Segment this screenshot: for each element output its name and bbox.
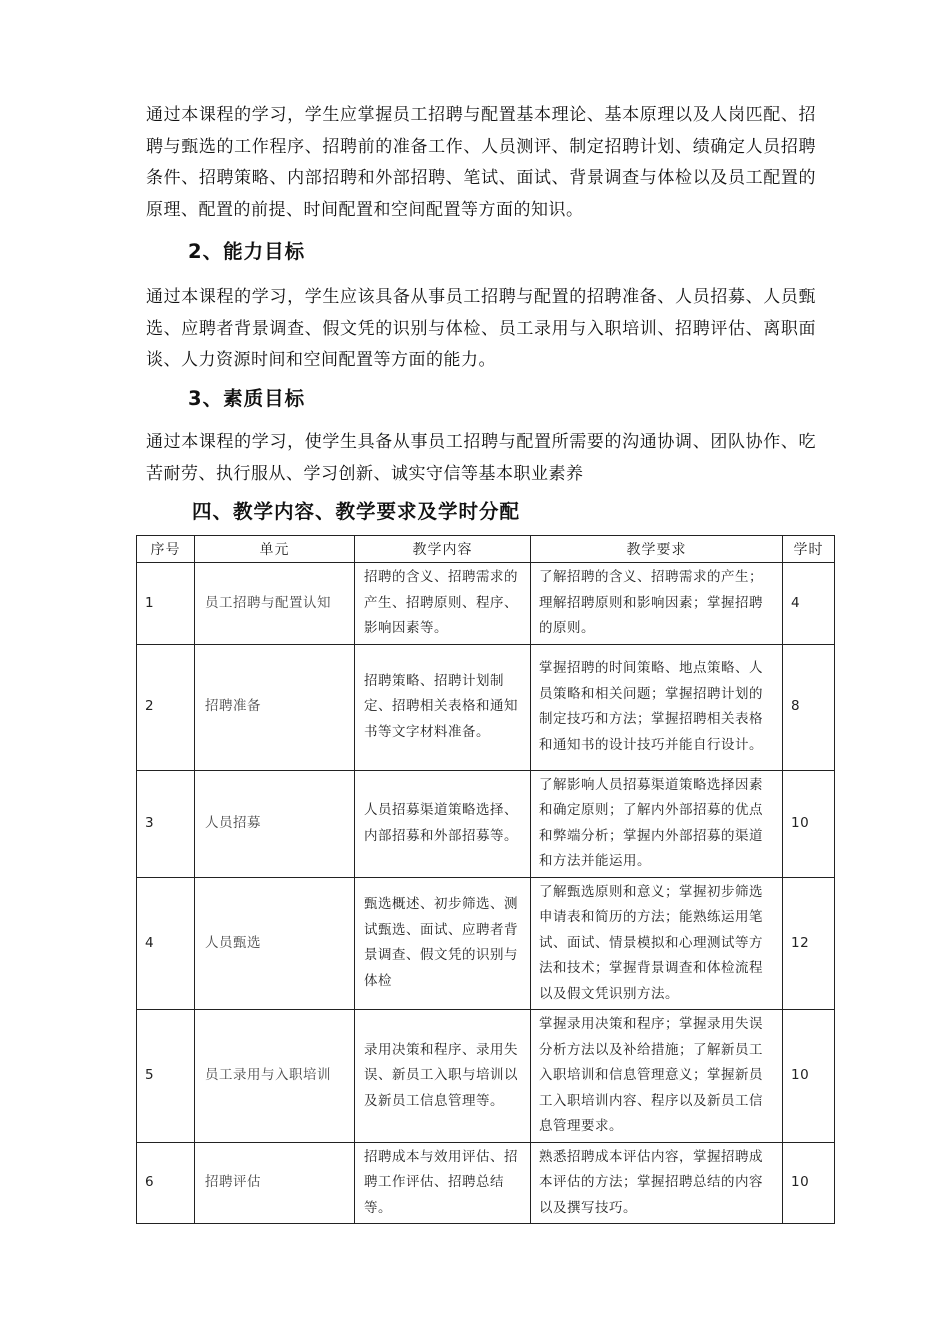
quality-goal-heading: 3、素质目标 xyxy=(188,387,306,410)
teaching-content-table xyxy=(136,535,835,1224)
row-requirement: 熟悉招聘成本评估内容，掌握招聘成本评估的方法；掌握招聘总结的内容以及撰写技巧。 xyxy=(531,1142,783,1224)
row-content: 招聘成本与效用评估、招聘工作评估、招聘总结等。 xyxy=(355,1142,531,1224)
row-seq: 4 xyxy=(137,877,195,1010)
table-row xyxy=(137,770,835,877)
table-row xyxy=(137,1010,835,1143)
row-requirement: 了解甄选原则和意义；掌握初步筛选申请表和简历的方法；能熟练运用笔试、面试、情景模拟和心理测试等方法和技术；掌握背景调查和体检流程以及假文凭识别方法。 xyxy=(531,877,783,1010)
header-seq: 序号 xyxy=(137,536,195,563)
row-requirement: 掌握录用决策和程序；掌握录用失误分析方法以及补给措施；了解新员工入职培训和信息管理意义；掌握新员工入职培训内容、程序以及新员工信息管理要求。 xyxy=(531,1010,783,1143)
table-row xyxy=(137,1142,835,1224)
header-requirement: 教学要求 xyxy=(531,536,783,563)
row-seq: 3 xyxy=(137,770,195,877)
row-content: 人员招募渠道策略选择、内部招募和外部招募等。 xyxy=(355,770,531,877)
row-content: 招聘策略、招聘计划制定、招聘相关表格和通知书等文字材料准备。 xyxy=(355,644,531,770)
row-seq: 5 xyxy=(137,1010,195,1143)
quality-goal-paragraph: 通过本课程的学习，使学生具备从事员工招聘与配置所需要的沟通协调、团队协作、吃苦耐劳、执行服从、学习创新、诚实守信等基本职业素养 xyxy=(146,432,816,484)
table-header-row xyxy=(137,536,835,563)
row-content: 甄选概述、初步筛选、测试甄选、面试、应聘者背景调查、假文凭的识别与体检 xyxy=(355,877,531,1010)
row-seq: 1 xyxy=(137,563,195,645)
row-content: 录用决策和程序、录用失误、新员工入职与培训以及新员工信息管理等。 xyxy=(355,1010,531,1143)
ability-goal-heading: 2、能力目标 xyxy=(188,240,306,263)
knowledge-goal-paragraph: 通过本课程的学习，学生应掌握员工招聘与配置基本理论、基本原理以及人岗匹配、招聘与甄选的工作程序、招聘前的准备工作、人员测评、制定招聘计划、绩确定人员招聘条件、招聘策略、内部招聘和外部招聘、笔试、面试、背景调查与体检以及员工配置的原理、配置的前提、时间配置和空间配置等方面的知识。 xyxy=(146,105,816,220)
teaching-content-heading: 四、教学内容、教学要求及学时分配 xyxy=(192,500,521,523)
row-unit: 员工录用与入职培训 xyxy=(195,1010,355,1143)
header-content: 教学内容 xyxy=(355,536,531,563)
row-unit: 招聘准备 xyxy=(195,644,355,770)
row-unit: 员工招聘与配置认知 xyxy=(195,563,355,645)
row-requirement: 了解招聘的含义、招聘需求的产生；理解招聘原则和影响因素；掌握招聘的原则。 xyxy=(531,563,783,645)
row-hours: 4 xyxy=(783,563,835,645)
row-requirement: 掌握招聘的时间策略、地点策略、人员策略和相关问题；掌握招聘计划的制定技巧和方法；掌握招聘相关表格和通知书的设计技巧并能自行设计。 xyxy=(531,644,783,770)
row-requirement: 了解影响人员招募渠道策略选择因素和确定原则；了解内外部招募的优点和弊端分析；掌握内外部招募的渠道和方法并能运用。 xyxy=(531,770,783,877)
row-hours: 8 xyxy=(783,644,835,770)
row-hours: 10 xyxy=(783,1010,835,1143)
row-unit: 人员甄选 xyxy=(195,877,355,1010)
row-unit: 人员招募 xyxy=(195,770,355,877)
row-unit: 招聘评估 xyxy=(195,1142,355,1224)
header-unit: 单元 xyxy=(195,536,355,563)
row-seq: 6 xyxy=(137,1142,195,1224)
table-row xyxy=(137,644,835,770)
table-row xyxy=(137,877,835,1010)
ability-goal-paragraph: 通过本课程的学习，学生应该具备从事员工招聘与配置的招聘准备、人员招募、人员甄选、应聘者背景调查、假文凭的识别与体检、员工录用与入职培训、招聘评估、离职面谈、人力资源时间和空间配置等方面的能力。 xyxy=(146,287,816,370)
row-content: 招聘的含义、招聘需求的产生、招聘原则、程序、影响因素等。 xyxy=(355,563,531,645)
row-seq: 2 xyxy=(137,644,195,770)
row-hours: 10 xyxy=(783,770,835,877)
row-hours: 12 xyxy=(783,877,835,1010)
row-hours: 10 xyxy=(783,1142,835,1224)
table-row xyxy=(137,563,835,645)
header-hours: 学时 xyxy=(783,536,835,563)
